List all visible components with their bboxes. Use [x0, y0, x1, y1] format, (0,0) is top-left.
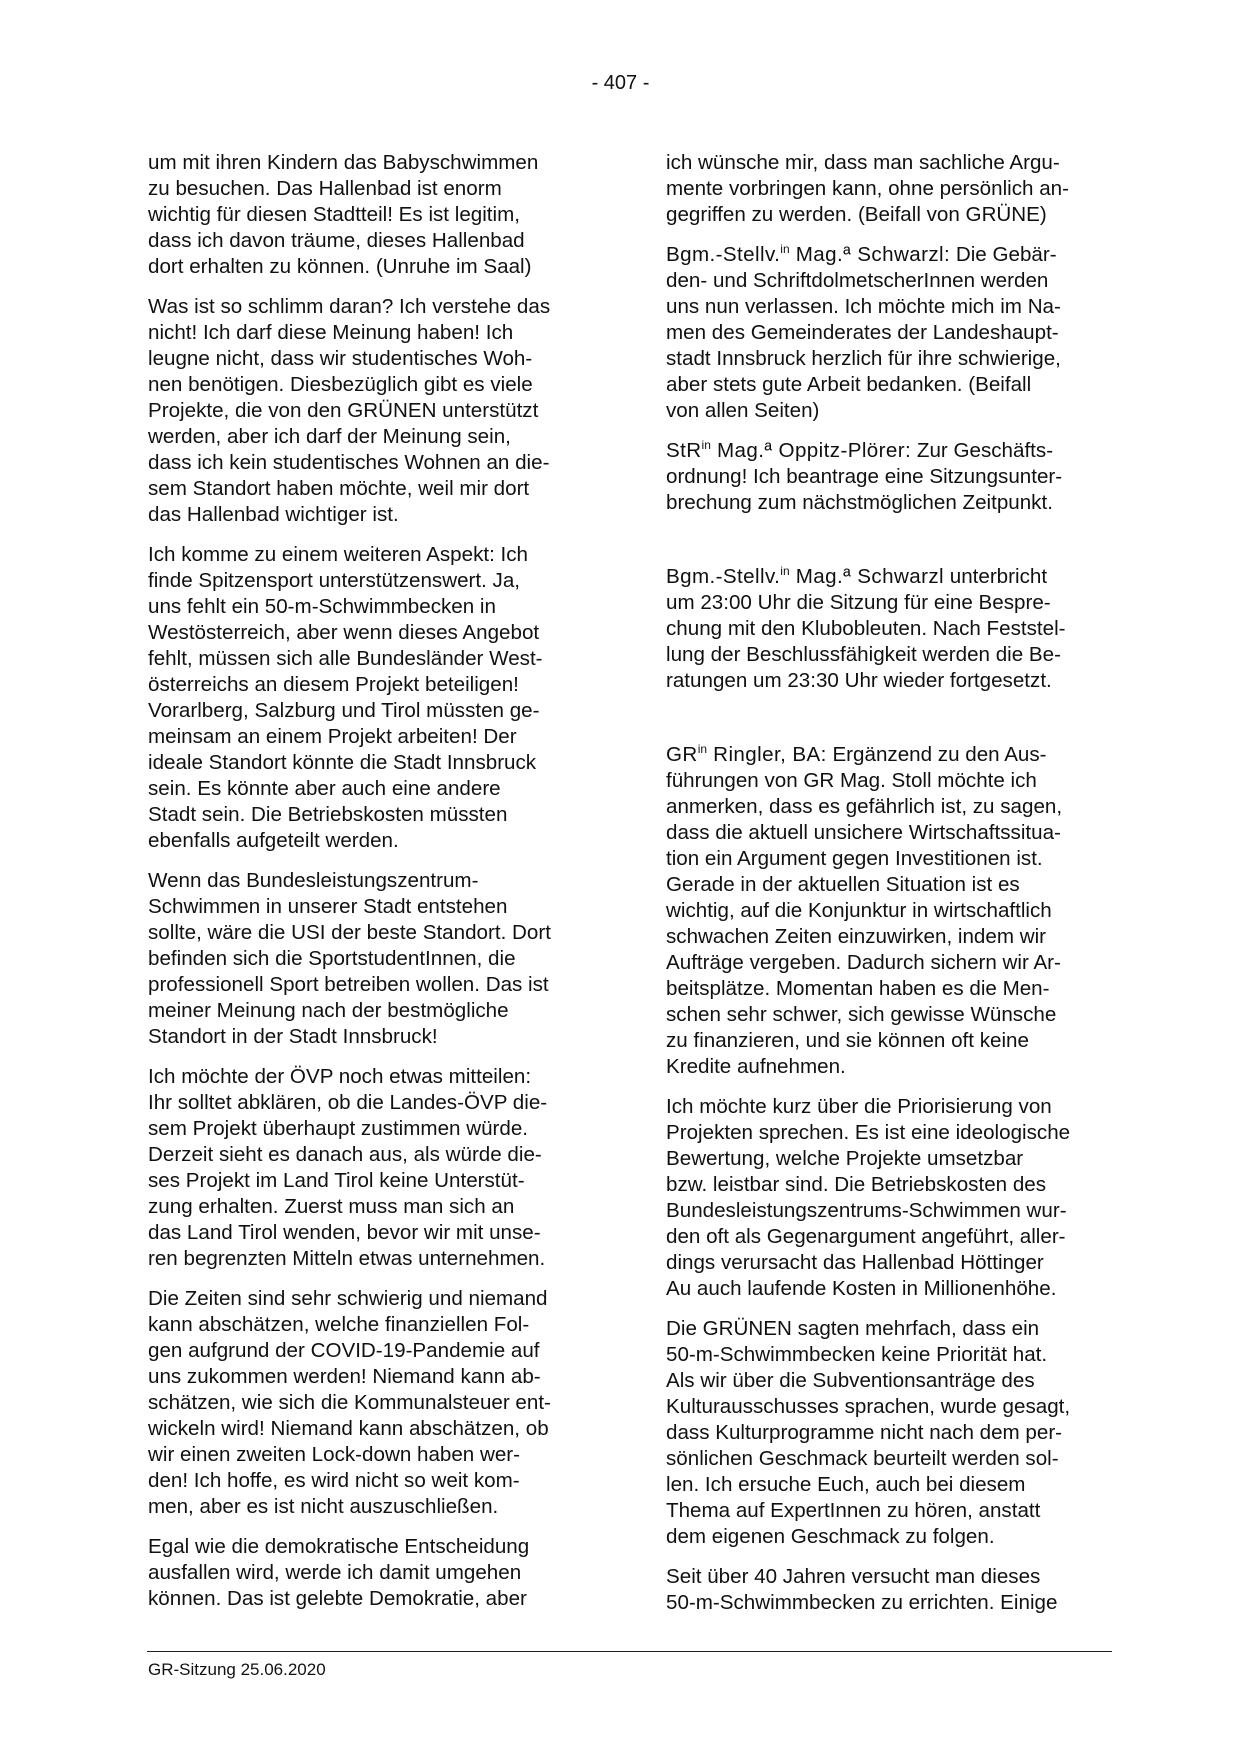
paragraph: ich wünsche mir, dass man sachliche Argu- mente vorbringen kann, ohne persönlich an- gegriffen zu werden. (Beifall von GRÜNE): [666, 151, 1069, 226]
speaker-paragraph: [666, 242, 1112, 424]
paragraph-text: Die Gebär- den- und SchriftdolmetscherInnen werden uns nun verlassen. Ich möchte mich im Na- men des Gemeinderates der Landeshaupt- stadt Innsbruck herzlich für ihre schwierige, aber stets gute Arbeit bedanken. (Beifall von allen Seiten): [666, 243, 1061, 422]
paragraph: Seit über 40 Jahren versucht man dieses 50-m-Schwimmbecken zu errichten. Einige: [666, 1565, 1058, 1614]
paragraph: Ich möchte der ÖVP noch etwas mitteilen: Ihr solltet abklären, ob die Landes-ÖVP die- sem Projekt überhaupt zustimmen würde. Derzeit sieht es danach aus, als würde die- ses Projekt im Land Tirol keine Unterstüt- zung erhalten. Zuerst muss man sich an das Land Tirol wenden, bevor wir mit unse- ren begrenzten Mitteln etwas unternehmen.: [148, 1065, 548, 1270]
speaker-name: StR$^{in}$ Mag.ª Oppitz-Plörer:: [666, 438, 912, 462]
paragraph-text: Zur Geschäfts- ordnung! Ich beantrage eine Sitzungsunter- brechung zum nächstmöglichen Zeitpunkt.: [666, 439, 1063, 514]
paragraph: Egal wie die demokratische Entscheidung ausfallen wird, werde ich damit umgehen können. Das ist gelebte Demokratie, aber: [148, 1535, 530, 1610]
footer-session-date: GR-Sitzung 25.06.2020: [148, 1660, 326, 1679]
speaker-name: Bgm.-Stellv.$^{in}$ Mag.ª Schwarzl:: [666, 242, 951, 266]
page-number: - 407 -: [591, 72, 650, 94]
paragraph: Die Zeiten sind sehr schwierig und niemand kann abschätzen, welche finanziellen Fol- gen aufgrund der COVID-19-Pandemie auf uns zukommen werden! Niemand kann ab- schätzen, wie sich die Kommunalsteuer ent- wickeln wird! Niemand kann abschätzen, ob wir einen zweiten Lock-down haben wer- den! Ich hoffe, es wird nicht so weit kom- men, aber es ist nicht auszuschließen.: [148, 1287, 551, 1518]
paragraph: Ich komme zu einem weiteren Aspekt: Ich finde Spitzensport unterstützenswert. Ja, uns fehlt ein 50-m-Schwimmbecken in Westösterreich, aber wenn dieses Angebot fehlt, müssen sich alle Bundesländer West- österreichs an diesem Projekt beteiligen! Vorarlberg, Salzburg und Tirol müssten ge- meinsam an einem Projekt arbeiten! Der ideale Standort könnte die Stadt Innsbruck sein. Es könnte aber auch eine andere Stadt sein. Die Betriebskosten müssten ebenfalls aufgeteilt werden.: [148, 543, 543, 852]
speaker-paragraph: [666, 742, 1112, 1080]
paragraph-text: Ergänzend zu den Aus- führungen von GR Mag. Stoll möchte ich anmerken, dass es gefährlich ist, zu sagen, dass die aktuell unsichere Wirtschaftssitua- tion ein Argument gegen Investitionen ist. Gerade in der aktuellen Situation ist es wichtig, auf die Konjunktur in wirtschaftlich schwachen Zeiten einzuwirken, indem wir Aufträge vergeben. Dadurch sichern wir Ar- beitsplätze. Momentan haben es die Men- schen sehr schwer, sich gewisse Wünsche zu finanzieren, und sie können oft keine Kredite aufnehmen.: [666, 743, 1063, 1078]
session-break-note: [666, 564, 1112, 694]
paragraph: Wenn das Bundesleistungszentrum- Schwimmen in unserer Stadt entstehen sollte, wäre die USI der beste Standort. Dort befinden sich die SportstudentInnen, die professionell Sport betreiben wollen. Das ist meiner Meinung nach der bestmögliche Standort in der Stadt Innsbruck!: [148, 869, 551, 1048]
speaker-paragraph: [666, 438, 1112, 516]
paragraph-text: unterbricht um 23:00 Uhr die Sitzung für eine Bespre- chung mit den Klubobleuten. Nach Feststel- lung der Beschlussfähigkeit werden die Be- ratungen um 23:30 Uhr wieder fortgesetzt.: [666, 565, 1066, 692]
footer-divider: [147, 1651, 1112, 1652]
speaker-name: $GR^{in}$ Ringler, BA:: [666, 742, 827, 766]
right-column: [666, 150, 1112, 1630]
paragraph: Ich möchte kurz über die Priorisierung von Projekten sprechen. Es ist eine ideologische Bewertung, welche Projekte umsetzbar bzw. leistbar sind. Die Betriebskosten des Bundesleistungszentrums-Schwimmen wur- den oft als Gegenargument angeführt, aller- dings verursacht das Hallenbad Höttinger Au auch laufende Kosten in Millionenhöhe.: [666, 1095, 1071, 1300]
speaker-name: Bgm.-Stellv.$^{in}$ Mag.ª Schwarzl: [666, 564, 945, 588]
left-column: [148, 150, 594, 1626]
paragraph: Die GRÜNEN sagten mehrfach, dass ein 50-m-Schwimmbecken keine Priorität hat. Als wir über die Subventionsanträge des Kulturausschusses sprachen, wurde gesagt, dass Kulturprogramme nicht nach dem per- sönlichen Geschmack beurteilt werden sol- len. Ich ersuche Euch, auch bei diesem Thema auf ExpertInnen zu hören, anstatt dem eigenen Geschmack zu folgen.: [666, 1317, 1071, 1548]
paragraph: um mit ihren Kindern das Babyschwimmen zu besuchen. Das Hallenbad ist enorm wichtig für diesen Stadtteil! Es ist legitim, dass ich davon träume, dieses Hallenbad dort erhalten zu können. (Unruhe im Saal): [148, 151, 539, 278]
paragraph: Was ist so schlimm daran? Ich verstehe das nicht! Ich darf diese Meinung haben! Ich leugne nicht, dass wir studentisches Woh- nen benötigen. Diesbezüglich gibt es viele Projekte, die von den GRÜNEN unterstützt werden, aber ich darf der Meinung sein, dass ich kein studentisches Wohnen an die- sem Standort haben möchte, weil mir dort das Hallenbad wichtiger ist.: [148, 295, 551, 526]
